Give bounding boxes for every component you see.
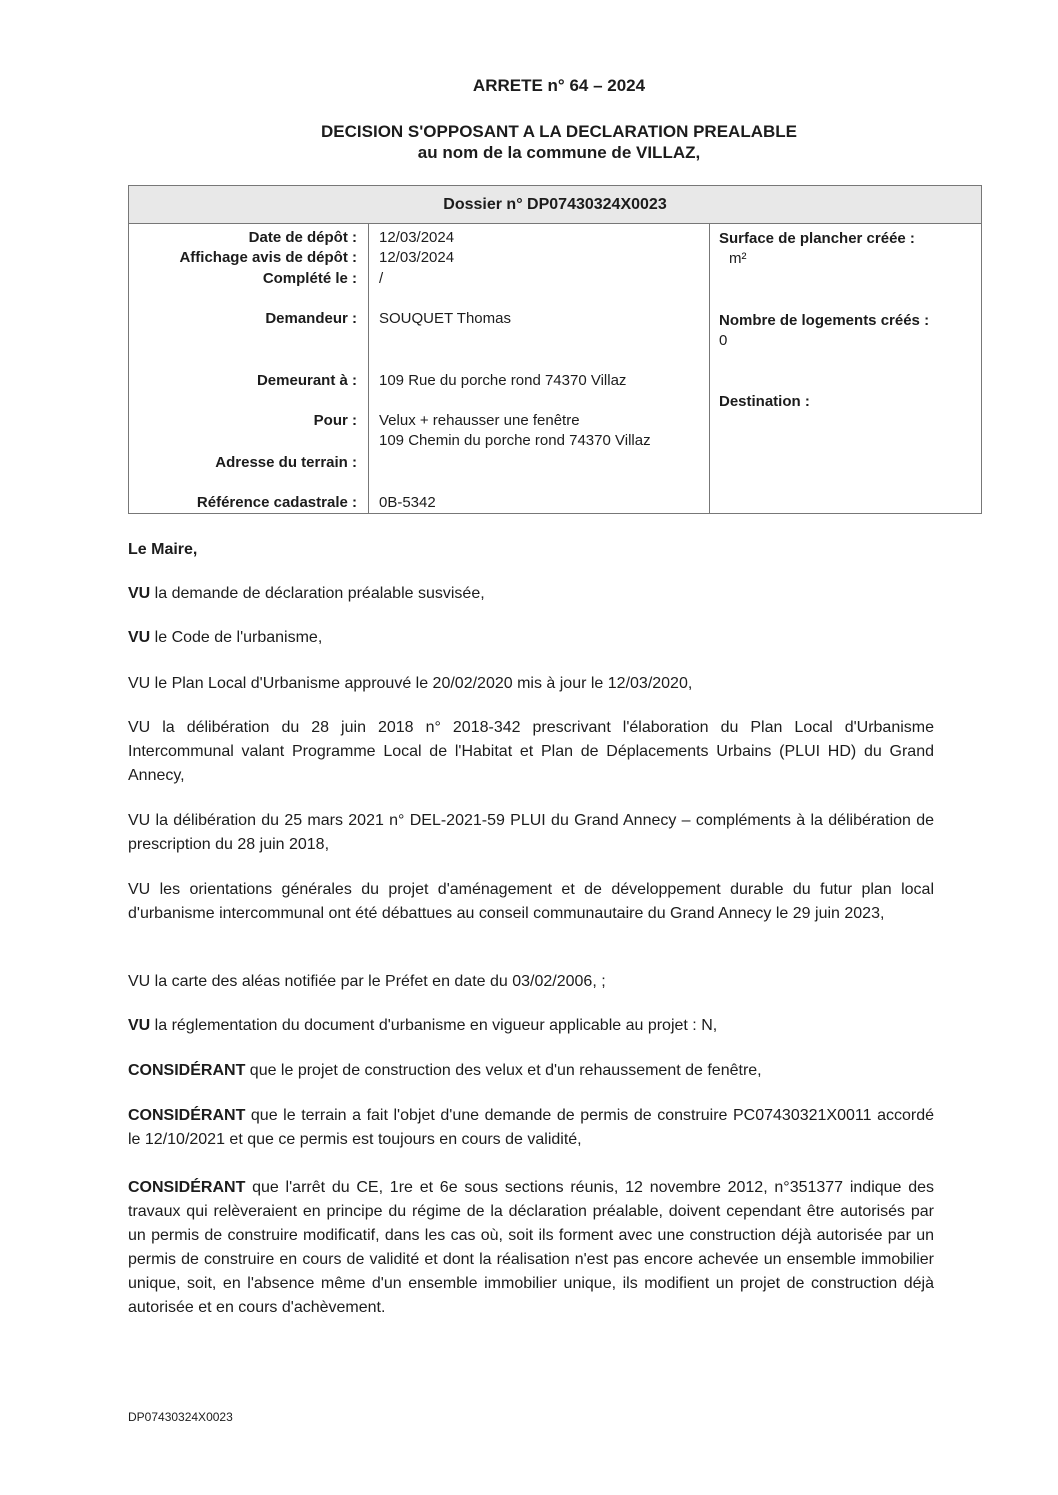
considerant-paragraph-1 [128, 1059, 934, 1083]
vu-paragraph-8 [128, 1014, 934, 1038]
arrete-number: ARRETE n° 64 – 2024 [472, 76, 646, 95]
vu-keyword: VU [128, 629, 151, 646]
decision-line-1: DECISION S'OPPOSANT A LA DECLARATION PREALABLE [321, 122, 797, 141]
considerant-paragraph-3 [128, 1176, 934, 1320]
label-complete: Complété le : [262, 270, 357, 287]
column-divider [368, 223, 369, 513]
label-demeurant: Demeurant à : [256, 372, 357, 389]
logements-value: 0 [719, 332, 728, 349]
considerant-text: que le projet de construction des velux et d'un rehaussement de fenêtre, [245, 1062, 762, 1079]
decision-line-2: au nom de la commune de VILLAZ, [417, 143, 701, 162]
value-pour: Velux + rehausser une fenêtre [379, 412, 580, 429]
logements-label: Nombre de logements créés : [719, 312, 930, 329]
label-demandeur: Demandeur : [265, 310, 357, 327]
vu-paragraph-5: VU la délibération du 25 mars 2021 n° DEL-2021-59 PLUI du Grand Annecy – compléments à la délibération de prescription du 28 juin 2018, [128, 812, 934, 853]
label-affichage: Affichage avis de dépôt : [179, 249, 357, 266]
surface-value: m² [729, 250, 747, 267]
label-pour: Pour : [313, 412, 357, 429]
considerant-paragraph-2 [128, 1104, 934, 1152]
vu-paragraph-4: VU la délibération du 28 juin 2018 n° 2018-342 prescrivant l'élaboration du Plan Local d'Urbanisme Intercommunal valant Programme Local de l'Habitat et Plan de Déplacements Urbains (PLUI HD) du Grand Annecy, [128, 719, 934, 784]
vu-paragraph-6: VU les orientations générales du projet d'aménagement et de développement durable du futur plan local d'urbanisme intercommunal ont été débattues au conseil communautaire du Grand Annecy le 29 juin 2023, [128, 881, 934, 922]
footer-reference: DP07430324X0023 [128, 1410, 233, 1424]
value-demeurant: 109 Rue du porche rond 74370 Villaz [379, 372, 627, 389]
decision-title [30, 121, 1058, 163]
considerant-text: que l'arrêt du CE, 1re et 6e sous sections réunis, 12 novembre 2012, n°351377 indique des travaux qui relèveraient en principe du régime de la déclaration préalable, doivent cependant être autorisés par un permis de construire modificatif, dans les cas où, soit ils forment avec une construction déjà autorisée par un permis de construire en cours de validité et dont la réalisation n'est pas encore achevée un ensemble immobilier unique, soit, en l'absence même d'un ensemble immobilier unique, ils modifient un projet de construction déjà autorisée et en cours d'achèvement. [128, 1179, 934, 1316]
vu-text: le Code de l'urbanisme, [150, 629, 323, 646]
label-date-depot: Date de dépôt : [248, 229, 357, 246]
value-adresse: 109 Chemin du porche rond 74370 Villaz [379, 432, 651, 449]
considerant-keyword: CONSIDÉRANT [128, 1179, 246, 1196]
value-reference: 0B-5342 [379, 494, 436, 511]
label-reference: Référence cadastrale : [196, 494, 357, 511]
label-adresse: Adresse du terrain : [215, 454, 357, 471]
surface-label: Surface de plancher créée : [719, 230, 915, 247]
value-complete: / [379, 270, 384, 287]
vu-keyword: VU [128, 585, 151, 602]
vu-paragraph-3: VU le Plan Local d'Urbanisme approuvé le 20/02/2020 mis à jour le 12/03/2020, [128, 675, 693, 692]
vu-keyword: VU [128, 1017, 151, 1034]
value-affichage: 12/03/2024 [379, 249, 455, 266]
value-date-depot: 12/03/2024 [379, 229, 455, 246]
destination-label: Destination : [719, 393, 810, 410]
considerant-text: que le terrain a fait l'objet d'une demande de permis de construire PC07430321X0011 accordé le 12/10/2021 et que ce permis est toujours en cours de validité, [128, 1107, 934, 1148]
dossier-title: Dossier n° DP07430324X0023 [129, 186, 981, 224]
vu-text: la demande de déclaration préalable susvisée, [150, 585, 485, 602]
vu-text: la réglementation du document d'urbanisme en vigueur applicable au projet : N, [150, 1017, 718, 1034]
value-demandeur: SOUQUET Thomas [379, 310, 511, 327]
considerant-keyword: CONSIDÉRANT [128, 1107, 246, 1124]
vu-paragraph-7: VU la carte des aléas notifiée par le Préfet en date du 03/02/2006, ; [128, 973, 606, 990]
considerant-keyword: CONSIDÉRANT [128, 1062, 246, 1079]
vu-paragraph-1 [128, 582, 934, 606]
column-divider [709, 223, 710, 513]
dossier-box [128, 185, 982, 514]
maire-heading: Le Maire, [128, 541, 198, 558]
vu-paragraph-2 [128, 626, 934, 650]
